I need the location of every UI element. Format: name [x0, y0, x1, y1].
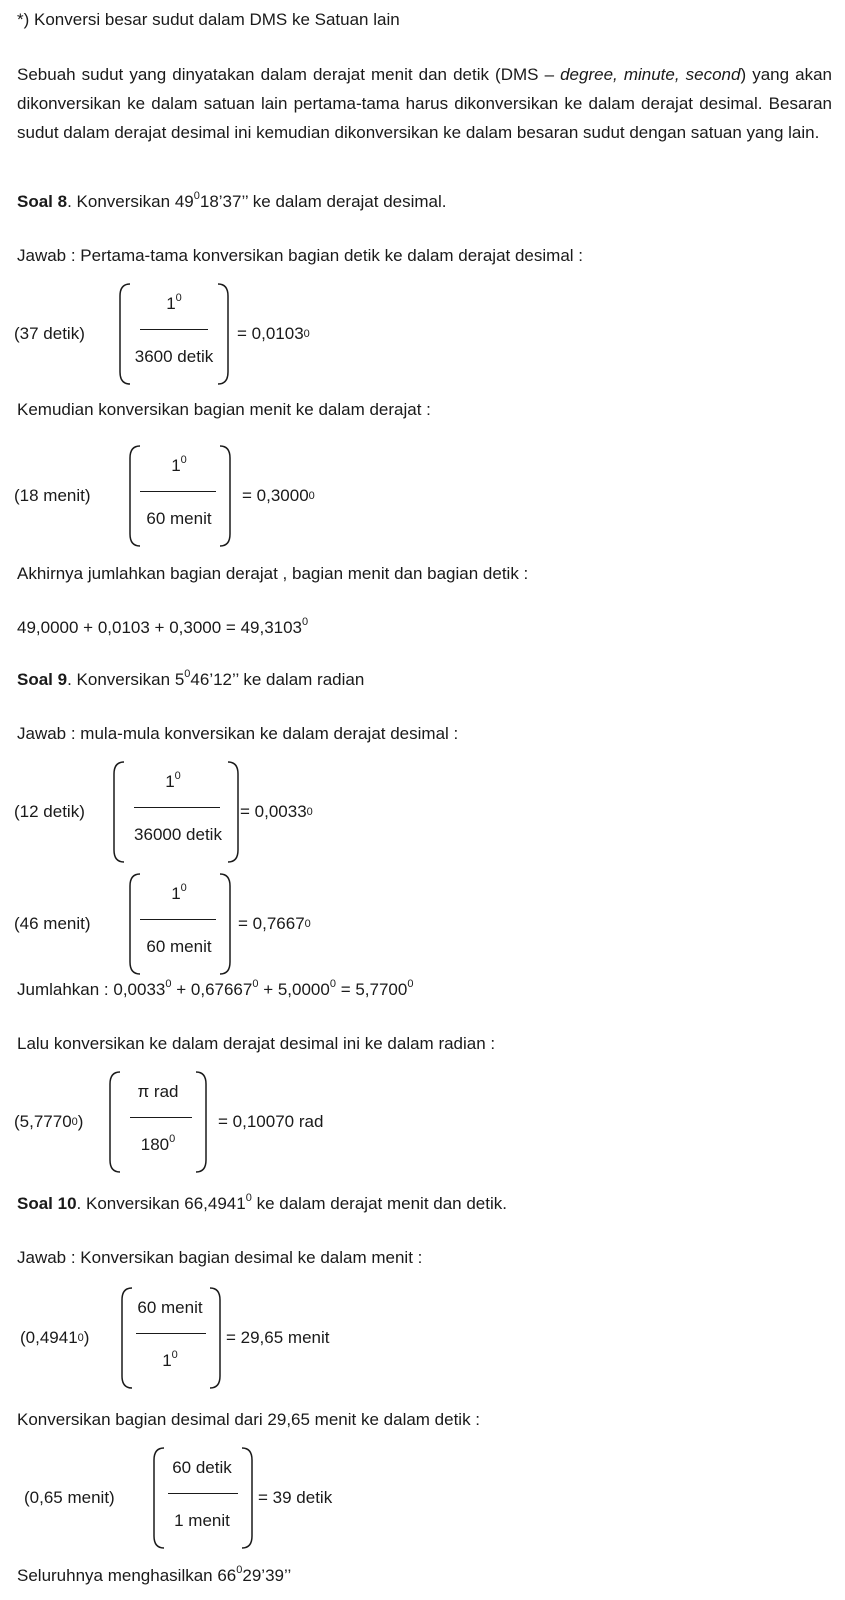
fraction-bar	[168, 1493, 238, 1494]
intro-paragraph: Sebuah sudut yang dinyatakan dalam derajat menit dan detik (DMS – degree, minute, second) yang akan dikonversikan ke dalam satuan lain pertama-tama harus dikonversikan ke dalam derajat desimal. Besaran sudut dalam derajat desimal ini kemudian dikonversikan ke dalam besaran sudut dengan satuan yang lain.	[17, 65, 832, 142]
soal-10-equation-menit	[14, 1286, 814, 1390]
equation-rhs: = 29,65 menit	[226, 1328, 330, 1347]
fraction-bar	[136, 1333, 206, 1334]
fraction-bar	[140, 491, 216, 492]
soal-8-equation-menit	[14, 444, 814, 548]
section-heading: *) Konversi besar sudut dalam DMS ke Satuan lain	[17, 10, 400, 29]
equation-lhs: (0,65 menit)	[24, 1488, 115, 1507]
equation-lhs: (12 detik)	[14, 802, 85, 821]
fraction-denominator: 1 menit	[174, 1511, 230, 1530]
fraction-bar	[140, 329, 208, 330]
equation-rhs: = 0,3000 0	[242, 486, 315, 505]
right-paren	[218, 872, 232, 976]
fraction-denominator: 36000 detik	[134, 825, 222, 844]
right-paren	[218, 444, 232, 548]
fraction-denominator: 3600 detik	[134, 347, 214, 366]
soal-8-sum-result: $49,0000 + 0,0103 + 0,3000 = 49,3103^0$	[17, 616, 309, 637]
soal-10-question: Soal 10. Konversikan 66,4941$^0$ ke dalam derajat menit dan detik.	[17, 1192, 507, 1213]
fraction-numerator: π rad	[137, 1082, 179, 1101]
soal-10-equation-detik	[14, 1446, 814, 1550]
right-paren	[226, 760, 240, 864]
fraction-bar	[134, 807, 220, 808]
right-paren	[216, 282, 230, 386]
fraction-numerator: 60 menit	[137, 1298, 203, 1317]
fraction-denominator: $180^0$	[140, 1133, 176, 1154]
equation-rhs: = 0,10070 rad	[218, 1112, 324, 1131]
soal-8-question: Soal 8. Konversikan $49^018’37$’’ ke dalam derajat desimal.	[17, 190, 447, 211]
soal-9-equation-radian	[14, 1070, 814, 1174]
soal-10-final-result: Seluruhnya menghasilkan $66^029’39$’’	[17, 1564, 292, 1585]
soal-8-step-sum: Akhirnya jumlahkan bagian derajat , bagian menit dan bagian detik :	[17, 564, 529, 583]
soal-9-step-radian: Lalu konversikan ke dalam derajat desimal ini ke dalam radian :	[17, 1034, 496, 1053]
equation-lhs: (18 menit)	[14, 486, 91, 505]
equation-lhs: (5,7770 0 )	[14, 1112, 84, 1131]
fraction-numerator: $1^0$	[165, 770, 181, 791]
right-paren	[194, 1070, 208, 1174]
fraction-denominator: $1^0$	[162, 1349, 178, 1370]
equation-lhs: (46 menit)	[14, 914, 91, 933]
fraction-numerator: 60 detik	[172, 1458, 232, 1477]
soal-9-equation-detik	[14, 760, 814, 864]
soal-9-question: Soal 9. Konversikan $5^046’12$’’ ke dalam radian	[17, 668, 365, 689]
fraction-numerator: $1^0$	[171, 454, 187, 475]
soal-9-answer-intro: Jawab : mula-mula konversikan ke dalam derajat desimal :	[17, 724, 459, 743]
equation-rhs: = 39 detik	[258, 1488, 333, 1507]
soal-9-sum-result: Jumlahkan : $0,0033^0 + 0,67667^0 + 5,0000^0 = 5,7700^0$	[17, 978, 414, 999]
equation-rhs: = 0,0033 0	[240, 802, 313, 821]
right-paren	[208, 1286, 222, 1390]
fraction-bar	[140, 919, 216, 920]
soal-10-answer-intro: Jawab : Konversikan bagian desimal ke dalam menit :	[17, 1248, 423, 1267]
equation-lhs: (0,4941 0 )	[20, 1328, 90, 1347]
equation-rhs: = 0,7667 0	[238, 914, 311, 933]
soal-10-step-detik: Konversikan bagian desimal dari 29,65 menit ke dalam detik :	[17, 1410, 481, 1429]
fraction-numerator: $1^0$	[171, 882, 187, 903]
soal-8-answer-intro: Jawab : Pertama-tama konversikan bagian detik ke dalam derajat desimal :	[17, 246, 584, 265]
soal-8-step-menit: Kemudian konversikan bagian menit ke dalam derajat :	[17, 400, 431, 419]
right-paren	[240, 1446, 254, 1550]
fraction-denominator: 60 menit	[146, 937, 212, 956]
soal-8-equation-detik	[14, 282, 814, 386]
equation-lhs: (37 detik)	[14, 324, 85, 343]
equation-rhs: = 0,0103 0	[237, 324, 310, 343]
fraction-bar	[130, 1117, 192, 1118]
fraction-numerator: $1^0$	[166, 292, 182, 313]
fraction-denominator: 60 menit	[146, 509, 212, 528]
soal-9-equation-menit	[14, 872, 814, 976]
